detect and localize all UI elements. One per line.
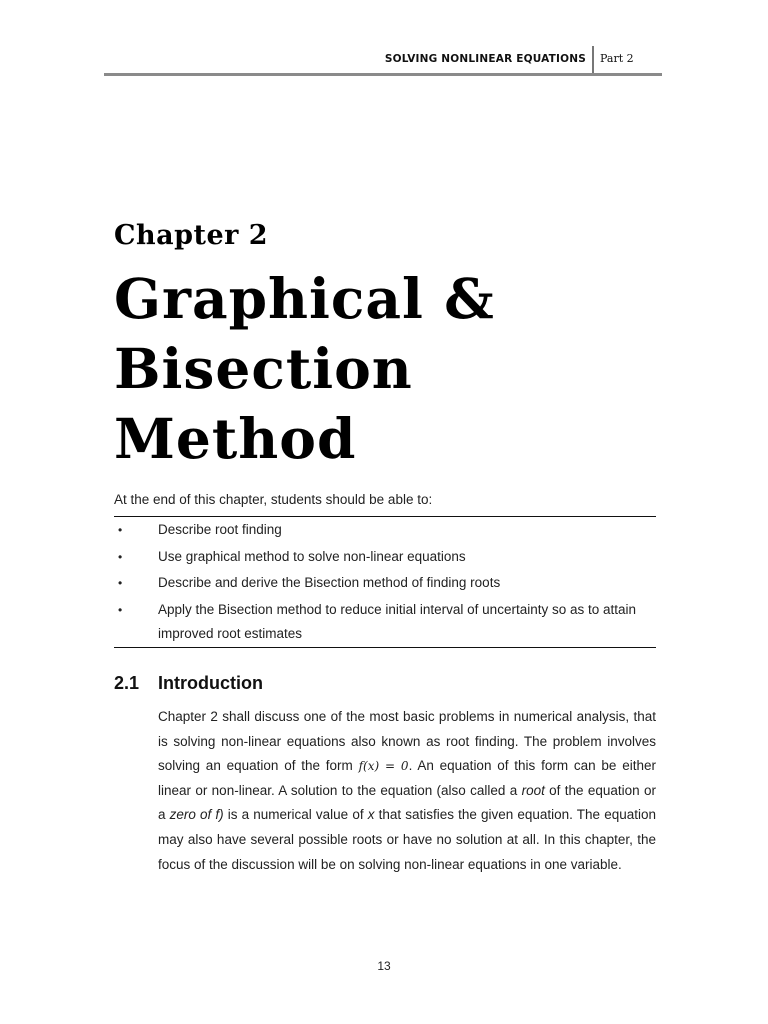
- bullet-icon: •: [118, 523, 123, 537]
- intro-text-part: of the equation or a: [158, 782, 656, 823]
- term-x: x: [367, 807, 375, 823]
- list-item: [114, 571, 656, 596]
- list-item-text: Use graphical method to solve non-linear equations: [158, 548, 466, 564]
- bullet-icon: •: [118, 602, 123, 617]
- section-heading: [114, 673, 263, 694]
- list-item: [114, 518, 656, 543]
- term-root: root: [521, 782, 545, 798]
- chapter-label: Chapter 2: [114, 220, 269, 251]
- objectives-list: [114, 518, 656, 649]
- bullet-icon: •: [118, 549, 123, 564]
- list-item: [114, 598, 656, 647]
- chapter-title: [114, 264, 674, 474]
- page-number: 13: [377, 959, 391, 973]
- objectives-intro: At the end of this chapter, students should be able to:: [114, 492, 433, 507]
- intro-text-part: . An equation of this form can be either linear or non-linear. A solution to the equation (also called a: [158, 758, 656, 798]
- list-item-text: Apply the Bisection method to reduce initial interval of uncertainty so as to attain improved root estimates: [158, 601, 637, 641]
- running-header-title: SOLVING NONLINEAR EQUATIONS: [384, 53, 586, 65]
- equation-inline: f(x) = 0: [358, 759, 409, 774]
- objectives-top-rule: [114, 516, 656, 517]
- intro-text-part: that satisfies the given equation. The equation may also have several possible roots or have no solution at all. In this chapter, the focus of the discussion will be on solving non-linear equations in one variable.: [158, 807, 656, 872]
- list-item-text: Describe root finding: [158, 522, 282, 537]
- intro-text-part: is a numerical value of: [223, 807, 368, 823]
- running-header: [104, 46, 662, 76]
- intro-paragraph: [158, 705, 656, 877]
- running-header-part: Part 2: [600, 52, 634, 65]
- header-rule: [104, 73, 662, 76]
- chapter-title-line: Method: [114, 406, 357, 471]
- bullet-icon: •: [118, 576, 123, 590]
- section-title: Introduction: [158, 673, 263, 693]
- chapter-title-line: Graphical &: [114, 266, 495, 331]
- term-zero: zero of f): [169, 807, 224, 823]
- list-item-text: Describe and derive the Bisection method of finding roots: [158, 575, 501, 590]
- section-number: 2.1: [114, 673, 140, 693]
- chapter-title-line: Bisection: [114, 336, 413, 401]
- header-separator: [592, 46, 594, 74]
- objectives-bottom-rule: [114, 647, 656, 648]
- intro-text-part: Chapter 2 shall discuss one of the most basic problems in numerical analysis, that is solving non-linear equations also known as root finding. The problem involves solving an equation of the form: [158, 709, 656, 774]
- list-item: [114, 545, 656, 570]
